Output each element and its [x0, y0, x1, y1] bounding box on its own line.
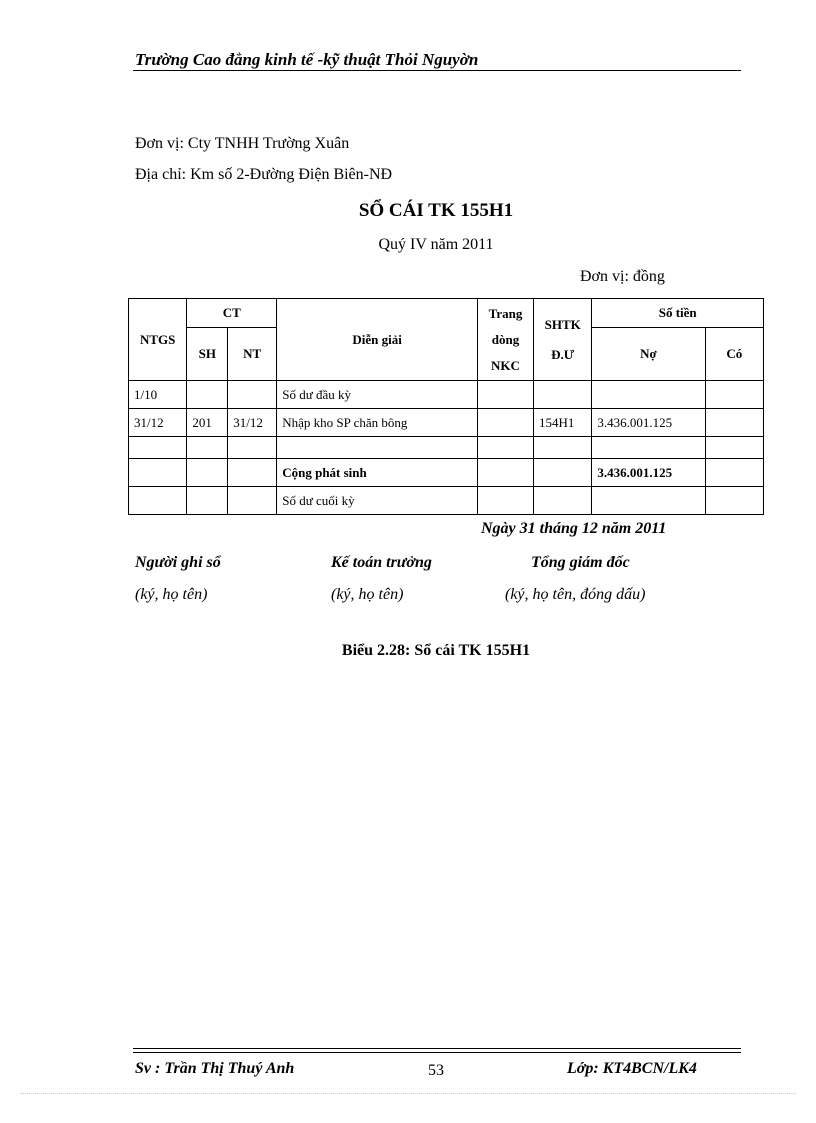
page-edge — [20, 1093, 796, 1094]
cell-no: 3.436.001.125 — [592, 409, 705, 437]
cell-desc: Cộng phát sinh — [277, 459, 478, 487]
cell-sh — [187, 487, 228, 515]
cell-sh — [187, 381, 228, 409]
company-address: Địa chỉ: Km số 2-Đường Điện Biên-NĐ — [135, 166, 393, 183]
cell-sh — [187, 437, 228, 459]
cell-no: 3.436.001.125 — [592, 459, 705, 487]
cell-ntgs: 1/10 — [129, 381, 187, 409]
signer-recorder-title: Người ghi sổ — [135, 554, 221, 571]
cell-nt — [228, 487, 277, 515]
cell-desc: Nhập kho SP chăn bông — [277, 409, 478, 437]
page-number: 53 — [428, 1062, 444, 1079]
cell-co — [705, 437, 763, 459]
table-row — [129, 487, 764, 515]
table-row-total — [129, 459, 764, 487]
cell-nt — [228, 437, 277, 459]
cell-desc: Số dư cuối kỳ — [277, 487, 478, 515]
cell-desc: Số dư đầu kỳ — [277, 381, 478, 409]
cell-shtk — [534, 459, 592, 487]
footer-rule-double — [133, 1052, 741, 1053]
cell-co — [705, 487, 763, 515]
col-sh-header: SH — [187, 328, 228, 381]
cell-sh: 201 — [187, 409, 228, 437]
sign-date: Ngày 31 tháng 12 năm 2011 — [481, 520, 667, 537]
du-label: Đ.Ư — [551, 346, 575, 362]
col-shtk-header — [534, 299, 592, 381]
running-header: Trường Cao đẳng kinh tế -kỹ thuật Thỏi Nguyờn — [135, 50, 479, 69]
cell-co — [705, 409, 763, 437]
cell-no — [592, 487, 705, 515]
cell-shtk — [534, 381, 592, 409]
figure-caption: Biểu 2.28: Sổ cái TK 155H1 — [341, 642, 531, 659]
ledger-period: Quý IV năm 2011 — [378, 236, 494, 253]
cell-no — [592, 381, 705, 409]
cell-trang — [477, 381, 533, 409]
cell-trang — [477, 409, 533, 437]
cell-nt: 31/12 — [228, 409, 277, 437]
footer-rule — [133, 1048, 741, 1049]
company-unit: Đơn vị: Cty TNHH Trường Xuân — [135, 135, 350, 152]
dong-label: dòng — [491, 331, 520, 347]
cell-nt — [228, 381, 277, 409]
cell-ntgs: 31/12 — [129, 409, 187, 437]
cell-co — [705, 381, 763, 409]
table-row — [129, 409, 764, 437]
col-no-header: Nợ — [592, 328, 705, 381]
col-trang-dong-header — [477, 299, 533, 381]
signer-director-note: (ký, họ tên, đóng dấu) — [505, 586, 646, 603]
table-row — [129, 381, 764, 409]
col-ct-header: CT — [187, 299, 277, 328]
col-dien-giai-header: Diễn giải — [277, 299, 478, 381]
header-rule — [133, 70, 741, 71]
footer-class: Lớp: KT4BCN/LK4 — [567, 1060, 697, 1077]
cell-co — [705, 459, 763, 487]
col-co-header: Có — [705, 328, 763, 381]
cell-trang — [477, 437, 533, 459]
cell-no — [592, 437, 705, 459]
cell-shtk — [534, 487, 592, 515]
signer-recorder-note: (ký, họ tên) — [135, 586, 208, 603]
shtk-label: SHTK — [544, 316, 581, 332]
signer-chief-accountant-title: Kế toán trưởng — [331, 554, 432, 571]
cell-ntgs — [129, 459, 187, 487]
table-row — [129, 437, 764, 459]
signer-director-title: Tổng giám đốc — [531, 554, 630, 571]
trang-label: Trang — [488, 305, 523, 321]
cell-ntgs — [129, 487, 187, 515]
col-ntgs-header: NTGS — [129, 299, 187, 381]
ledger-table — [128, 298, 764, 515]
footer-student: Sv : Trần Thị Thuý Anh — [135, 1060, 295, 1077]
col-nt-header: NT — [228, 328, 277, 381]
signer-chief-accountant-note: (ký, họ tên) — [331, 586, 404, 603]
cell-desc — [277, 437, 478, 459]
cell-shtk — [534, 437, 592, 459]
nkc-label: NKC — [491, 357, 520, 373]
cell-trang — [477, 459, 533, 487]
col-so-tien-header: Số tiền — [592, 299, 764, 328]
cell-sh — [187, 459, 228, 487]
cell-nt — [228, 459, 277, 487]
cell-shtk: 154H1 — [534, 409, 592, 437]
cell-trang — [477, 487, 533, 515]
ledger-title: SỔ CÁI TK 155H1 — [358, 200, 514, 221]
currency-unit: Đơn vị: đồng — [580, 268, 665, 285]
cell-ntgs — [129, 437, 187, 459]
